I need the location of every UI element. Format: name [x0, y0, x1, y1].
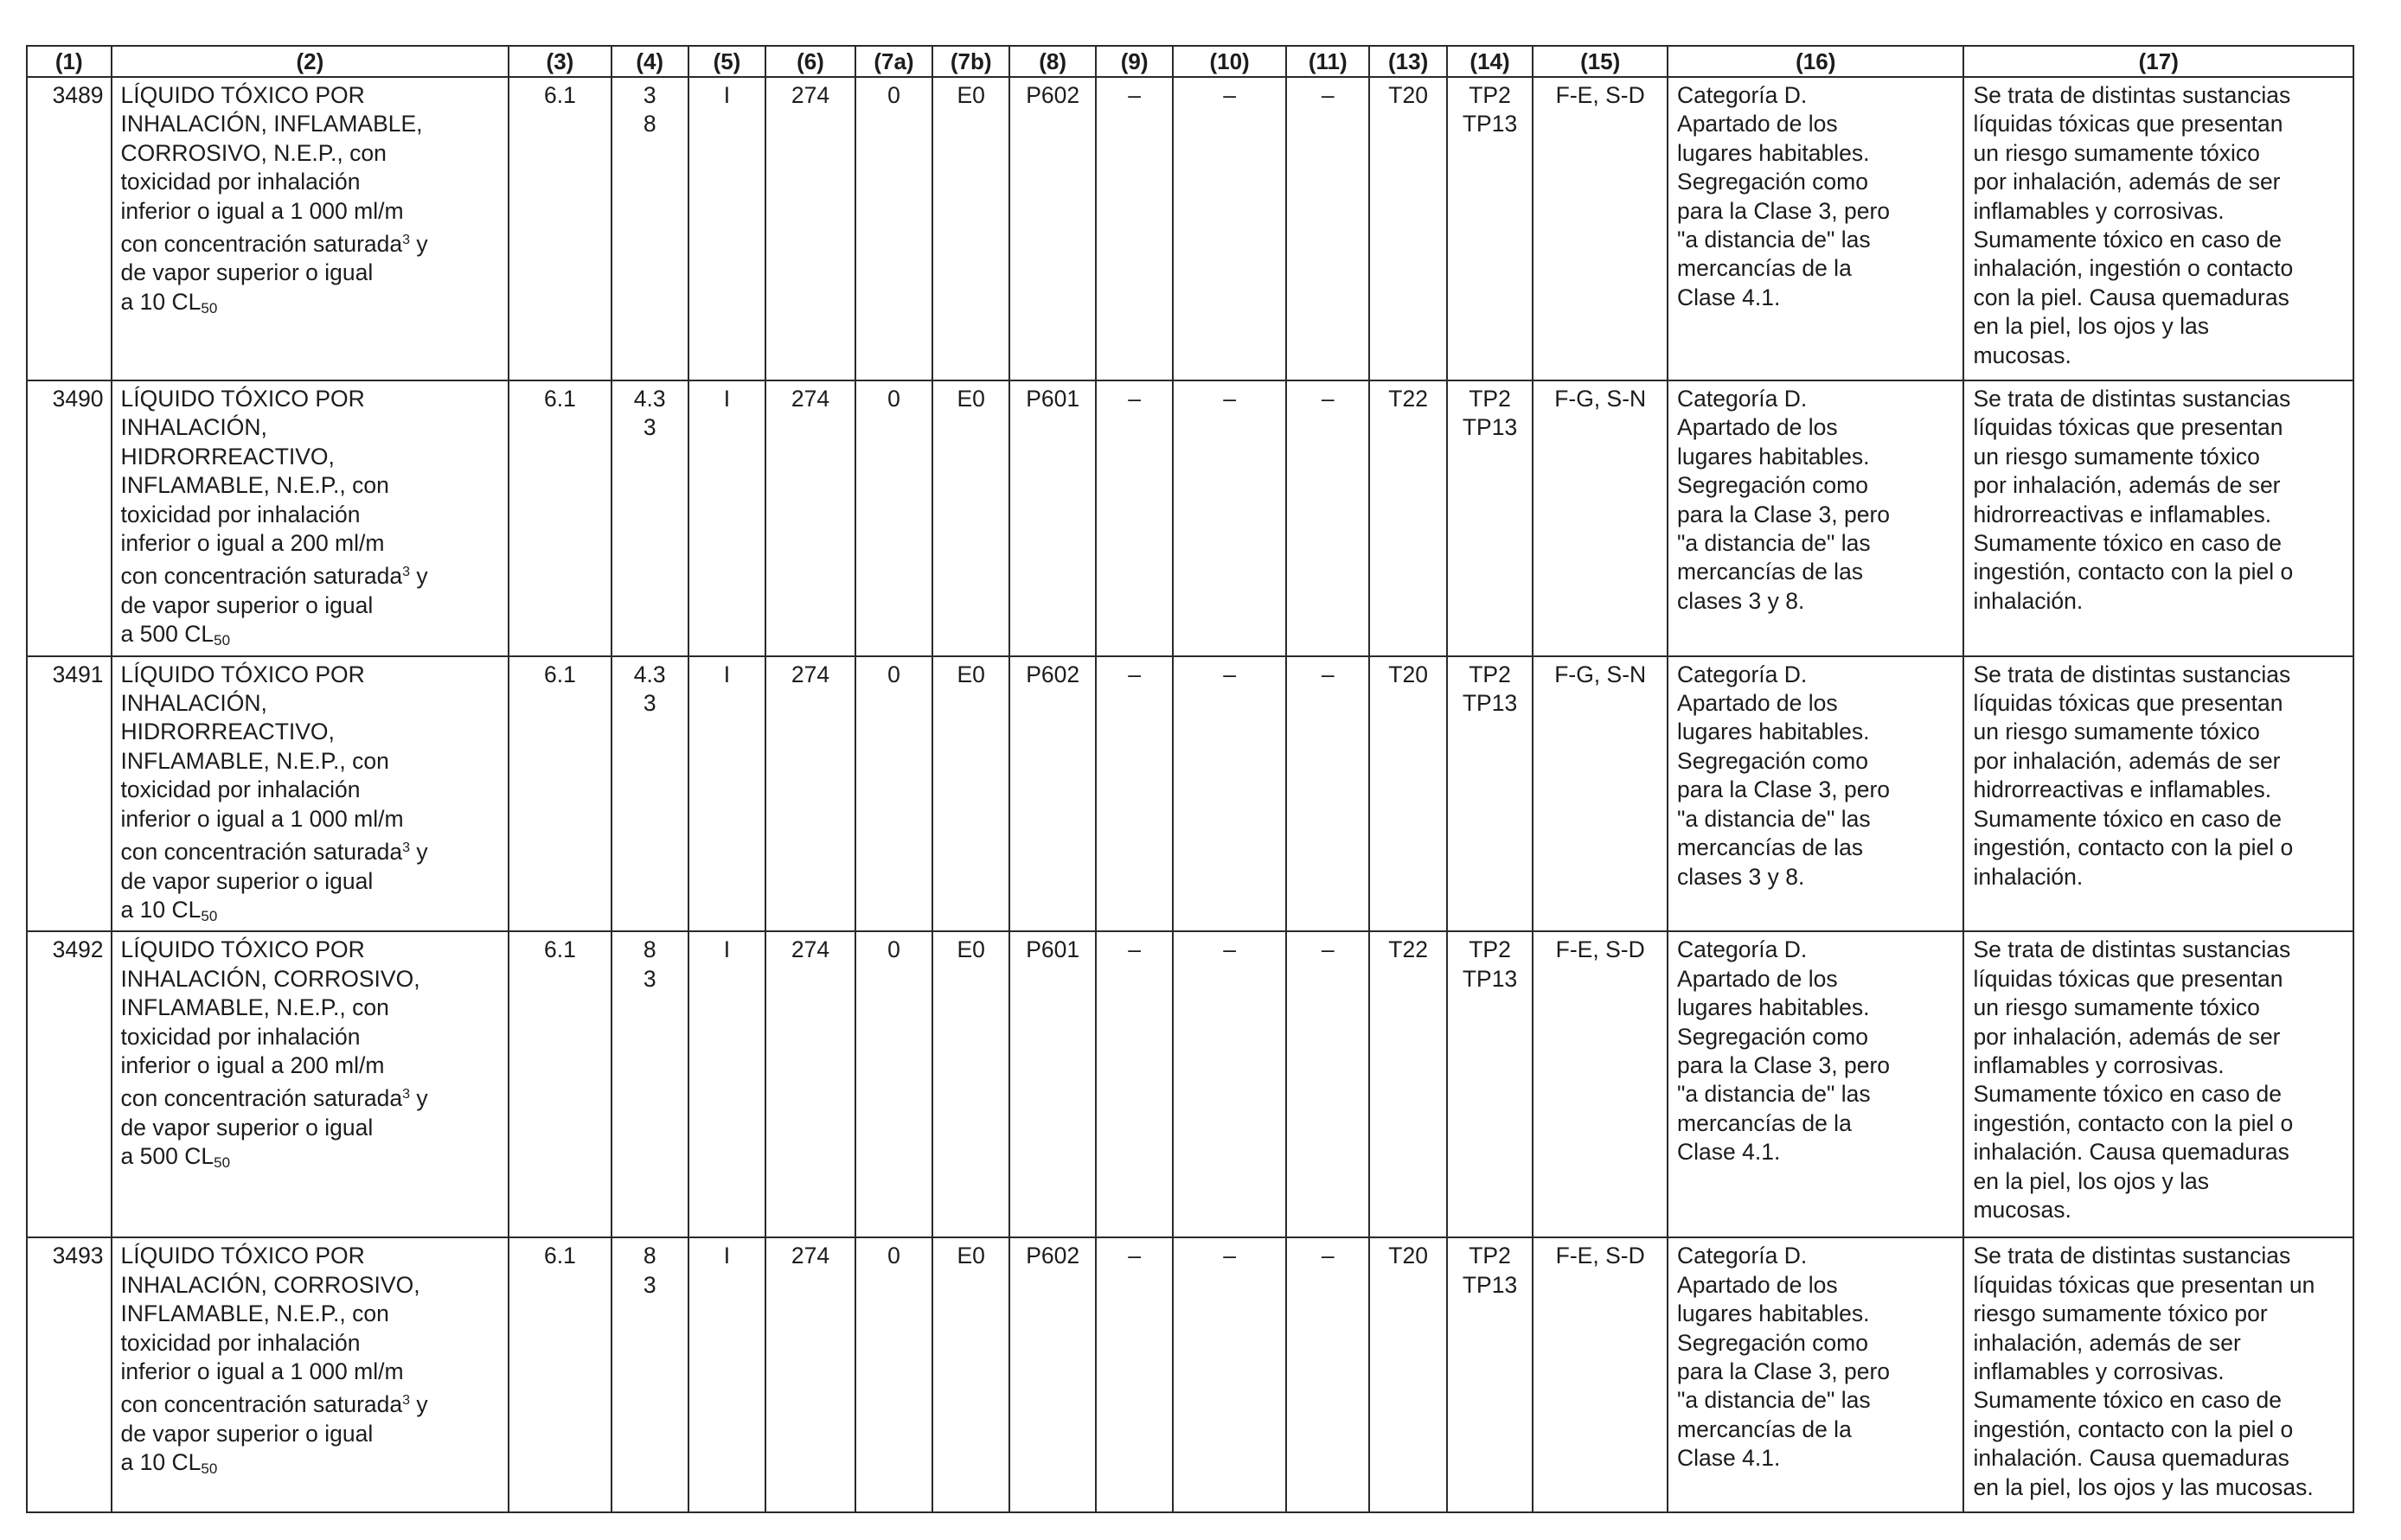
- name-line: toxicidad por inhalación: [120, 1329, 361, 1356]
- name-line: toxicidad por inhalación: [120, 1023, 361, 1050]
- col-header-2: (2): [112, 46, 509, 77]
- properties-observations-cell: Se trata de distintas sustancias líquidas tóxicas que presentan un riesgo sumamente tóxico por inhalación, además de ser inflamables y corrosivas. Sumamente tóxico en caso de inhalación, ingestión o contacto con la piel. Causa quemaduras en la piel, los ojos y las mucosas.: [1963, 77, 2353, 380]
- name-line: LÍQUIDO TÓXICO POR: [120, 82, 365, 108]
- col-9-cell: –: [1096, 380, 1173, 656]
- proper-shipping-name-cell: [112, 380, 509, 656]
- un-number-cell: 3493: [27, 1237, 112, 1512]
- name-line-tail: y: [410, 839, 428, 866]
- name-line: HIDRORREACTIVO,: [120, 719, 335, 745]
- name-line: INFLAMABLE, N.E.P., con: [120, 1300, 389, 1327]
- ems-cell: F-G, S-N: [1533, 656, 1668, 932]
- name-line: a 10 CL: [120, 288, 202, 315]
- un-number-cell: 3490: [27, 380, 112, 656]
- col-9-cell: –: [1096, 656, 1173, 932]
- tank-instruction-cell: T20: [1369, 656, 1446, 932]
- class-cell: 6.1: [509, 1237, 611, 1512]
- name-line: toxicidad por inhalación: [120, 169, 361, 195]
- name-line: toxicidad por inhalación: [120, 776, 361, 803]
- class-cell: 6.1: [509, 380, 611, 656]
- name-line: de vapor superior o igual: [120, 259, 374, 286]
- col-header-8: (8): [1009, 46, 1096, 77]
- packing-group-cell: I: [688, 1237, 765, 1512]
- tank-instruction-cell: T20: [1369, 77, 1446, 380]
- col-10-cell: –: [1173, 380, 1286, 656]
- packing-group-cell: I: [688, 656, 765, 932]
- table-row: [27, 77, 2353, 380]
- subsidiary-risk-cell: 4.3 3: [611, 380, 688, 656]
- table-body: [27, 77, 2353, 1512]
- superscript: 3: [402, 1087, 411, 1102]
- tank-provisions-cell: TP2 TP13: [1447, 931, 1533, 1237]
- stowage-segregation-cell: Categoría D. Apartado de los lugares habitables. Segregación como para la Clase 3, pero "a distancia de" las mercancías de las clases 3 y 8.: [1668, 656, 1963, 932]
- stowage-segregation-cell: Categoría D. Apartado de los lugares habitables. Segregación como para la Clase 3, pero "a distancia de" las mercancías de la Clase 4.1.: [1668, 931, 1963, 1237]
- tank-provisions-cell: TP2 TP13: [1447, 1237, 1533, 1512]
- limited-quantity-cell: 0: [855, 77, 932, 380]
- name-line: a 500 CL: [120, 1143, 214, 1170]
- name-line: inferior o igual a 1 000 ml/m: [120, 805, 404, 832]
- name-line: de vapor superior o igual: [120, 591, 374, 618]
- tank-instruction-cell: T22: [1369, 931, 1446, 1237]
- name-line: LÍQUIDO TÓXICO POR: [120, 386, 365, 412]
- packing-group-cell: I: [688, 77, 765, 380]
- col-header-13: (13): [1369, 46, 1446, 77]
- name-line: INFLAMABLE, N.E.P., con: [120, 994, 389, 1021]
- limited-quantity-cell: 0: [855, 380, 932, 656]
- packing-instruction-cell: P602: [1009, 1237, 1096, 1512]
- name-line: a 10 CL: [120, 1449, 202, 1476]
- name-line: INHALACIÓN,: [120, 690, 267, 717]
- un-number-cell: 3491: [27, 656, 112, 932]
- subscript: 50: [201, 299, 218, 316]
- table-row: [27, 931, 2353, 1237]
- table-row: [27, 380, 2353, 656]
- col-header-7b: (7b): [932, 46, 1009, 77]
- special-provisions-cell: 274: [765, 380, 855, 656]
- table-row: [27, 1237, 2353, 1512]
- properties-observations-cell: Se trata de distintas sustancias líquidas tóxicas que presentan un riesgo sumamente tóxico por inhalación, además de ser inflamables y corrosivas. Sumamente tóxico en caso de ingestión, contacto con la piel o inhalación. Causa quemaduras en la piel, los ojos y las mucosas.: [1963, 931, 2353, 1237]
- packing-instruction-cell: P602: [1009, 656, 1096, 932]
- stowage-segregation-cell: Categoría D. Apartado de los lugares habitables. Segregación como para la Clase 3, pero "a distancia de" las mercancías de la Clase 4.1.: [1668, 77, 1963, 380]
- col-11-cell: –: [1286, 380, 1370, 656]
- table-row: [27, 656, 2353, 932]
- special-provisions-cell: 274: [765, 1237, 855, 1512]
- col-9-cell: –: [1096, 931, 1173, 1237]
- superscript: 3: [402, 233, 411, 248]
- col-header-10: (10): [1173, 46, 1286, 77]
- subscript: 50: [201, 1460, 218, 1478]
- tank-provisions-cell: TP2 TP13: [1447, 77, 1533, 380]
- name-line-tail: y: [410, 231, 428, 258]
- col-header-15: (15): [1533, 46, 1668, 77]
- name-line: inferior o igual a 1 000 ml/m: [120, 197, 404, 224]
- class-cell: 6.1: [509, 77, 611, 380]
- col-9-cell: –: [1096, 77, 1173, 380]
- name-line: INHALACIÓN, CORROSIVO,: [120, 1271, 420, 1298]
- stowage-segregation-cell: Categoría D. Apartado de los lugares habitables. Segregación como para la Clase 3, pero "a distancia de" las mercancías de la Clase 4.1.: [1668, 1237, 1963, 1512]
- name-line: INFLAMABLE, N.E.P., con: [120, 472, 389, 499]
- packing-group-cell: I: [688, 380, 765, 656]
- col-10-cell: –: [1173, 931, 1286, 1237]
- excepted-quantity-cell: E0: [932, 1237, 1009, 1512]
- properties-observations-cell: Se trata de distintas sustancias líquidas tóxicas que presentan un riesgo sumamente tóxico por inhalación, además de ser hidrorreactivas e inflamables. Sumamente tóxico en caso de ingestión, contacto con la piel o inhalación.: [1963, 656, 2353, 932]
- ems-cell: F-E, S-D: [1533, 1237, 1668, 1512]
- name-line: INHALACIÓN, INFLAMABLE,: [120, 111, 423, 137]
- col-header-14: (14): [1447, 46, 1533, 77]
- proper-shipping-name-cell: [112, 656, 509, 932]
- name-line: LÍQUIDO TÓXICO POR: [120, 936, 365, 963]
- class-cell: 6.1: [509, 656, 611, 932]
- name-line: INFLAMABLE, N.E.P., con: [120, 747, 389, 774]
- name-line: inferior o igual a 200 ml/m: [120, 1051, 385, 1078]
- col-header-9: (9): [1096, 46, 1173, 77]
- col-header-3: (3): [509, 46, 611, 77]
- limited-quantity-cell: 0: [855, 656, 932, 932]
- dangerous-goods-table: [26, 45, 2354, 1513]
- name-line: inferior o igual a 200 ml/m: [120, 530, 385, 557]
- packing-instruction-cell: P601: [1009, 931, 1096, 1237]
- col-header-6: (6): [765, 46, 855, 77]
- name-line: a 10 CL: [120, 896, 202, 923]
- tank-instruction-cell: T20: [1369, 1237, 1446, 1512]
- name-line: con concentración saturada: [120, 1085, 403, 1112]
- col-header-4: (4): [611, 46, 688, 77]
- subscript: 50: [214, 632, 231, 649]
- subsidiary-risk-cell: 8 3: [611, 1237, 688, 1512]
- name-line: toxicidad por inhalación: [120, 501, 361, 527]
- name-line: LÍQUIDO TÓXICO POR: [120, 661, 365, 687]
- superscript: 3: [402, 840, 411, 856]
- subscript: 50: [201, 907, 218, 924]
- col-11-cell: –: [1286, 77, 1370, 380]
- col-10-cell: –: [1173, 77, 1286, 380]
- name-line: con concentración saturada: [120, 563, 403, 590]
- ems-cell: F-E, S-D: [1533, 77, 1668, 380]
- name-line: CORROSIVO, N.E.P., con: [120, 139, 387, 166]
- col-header-7a: (7a): [855, 46, 932, 77]
- name-line: con concentración saturada: [120, 839, 403, 866]
- ems-cell: F-G, S-N: [1533, 380, 1668, 656]
- name-line: de vapor superior o igual: [120, 1114, 374, 1141]
- superscript: 3: [402, 565, 411, 580]
- name-line: con concentración saturada: [120, 231, 403, 258]
- stowage-segregation-cell: Categoría D. Apartado de los lugares habitables. Segregación como para la Clase 3, pero "a distancia de" las mercancías de las clases 3 y 8.: [1668, 380, 1963, 656]
- name-line: de vapor superior o igual: [120, 1420, 374, 1447]
- class-cell: 6.1: [509, 931, 611, 1237]
- subscript: 50: [214, 1154, 231, 1172]
- proper-shipping-name-cell: [112, 931, 509, 1237]
- name-line: a 500 CL: [120, 621, 214, 648]
- subsidiary-risk-cell: 8 3: [611, 931, 688, 1237]
- name-line-tail: y: [410, 1085, 428, 1112]
- name-line-tail: y: [410, 1391, 428, 1418]
- proper-shipping-name-cell: [112, 1237, 509, 1512]
- name-line-tail: y: [410, 563, 428, 590]
- col-header-1: (1): [27, 46, 112, 77]
- superscript: 3: [402, 1393, 411, 1409]
- ems-cell: F-E, S-D: [1533, 931, 1668, 1237]
- col-header-16: (16): [1668, 46, 1963, 77]
- col-10-cell: –: [1173, 1237, 1286, 1512]
- excepted-quantity-cell: E0: [932, 77, 1009, 380]
- special-provisions-cell: 274: [765, 931, 855, 1237]
- col-header-11: (11): [1286, 46, 1370, 77]
- properties-observations-cell: Se trata de distintas sustancias líquidas tóxicas que presentan un riesgo sumamente tóxico por inhalación, además de ser inflamables y corrosivas. Sumamente tóxico en caso de ingestión, contacto con la piel o inhalación. Causa quemaduras en la piel, los ojos y las mucosas.: [1963, 1237, 2353, 1512]
- col-11-cell: –: [1286, 1237, 1370, 1512]
- un-number-cell: 3492: [27, 931, 112, 1237]
- tank-provisions-cell: TP2 TP13: [1447, 380, 1533, 656]
- limited-quantity-cell: 0: [855, 931, 932, 1237]
- proper-shipping-name-cell: [112, 77, 509, 380]
- packing-instruction-cell: P602: [1009, 77, 1096, 380]
- subsidiary-risk-cell: 4.3 3: [611, 656, 688, 932]
- excepted-quantity-cell: E0: [932, 380, 1009, 656]
- tank-instruction-cell: T22: [1369, 380, 1446, 656]
- special-provisions-cell: 274: [765, 77, 855, 380]
- un-number-cell: 3489: [27, 77, 112, 380]
- header-row: [27, 46, 2353, 77]
- name-line: HIDRORREACTIVO,: [120, 443, 335, 470]
- name-line: con concentración saturada: [120, 1391, 403, 1418]
- excepted-quantity-cell: E0: [932, 656, 1009, 932]
- col-10-cell: –: [1173, 656, 1286, 932]
- col-9-cell: –: [1096, 1237, 1173, 1512]
- name-line: INHALACIÓN, CORROSIVO,: [120, 965, 420, 992]
- subsidiary-risk-cell: 3 8: [611, 77, 688, 380]
- tank-provisions-cell: TP2 TP13: [1447, 656, 1533, 932]
- dangerous-goods-list-sheet: [26, 45, 2354, 1513]
- table-header: [27, 46, 2353, 77]
- packing-instruction-cell: P601: [1009, 380, 1096, 656]
- packing-group-cell: I: [688, 931, 765, 1237]
- col-11-cell: –: [1286, 931, 1370, 1237]
- name-line: inferior o igual a 1 000 ml/m: [120, 1358, 404, 1384]
- limited-quantity-cell: 0: [855, 1237, 932, 1512]
- name-line: de vapor superior o igual: [120, 867, 374, 894]
- col-header-5: (5): [688, 46, 765, 77]
- excepted-quantity-cell: E0: [932, 931, 1009, 1237]
- col-11-cell: –: [1286, 656, 1370, 932]
- col-header-17: (17): [1963, 46, 2353, 77]
- special-provisions-cell: 274: [765, 656, 855, 932]
- name-line: INHALACIÓN,: [120, 414, 267, 441]
- name-line: LÍQUIDO TÓXICO POR: [120, 1243, 365, 1269]
- properties-observations-cell: Se trata de distintas sustancias líquidas tóxicas que presentan un riesgo sumamente tóxico por inhalación, además de ser hidrorreactivas e inflamables. Sumamente tóxico en caso de ingestión, contacto con la piel o inhalación.: [1963, 380, 2353, 656]
